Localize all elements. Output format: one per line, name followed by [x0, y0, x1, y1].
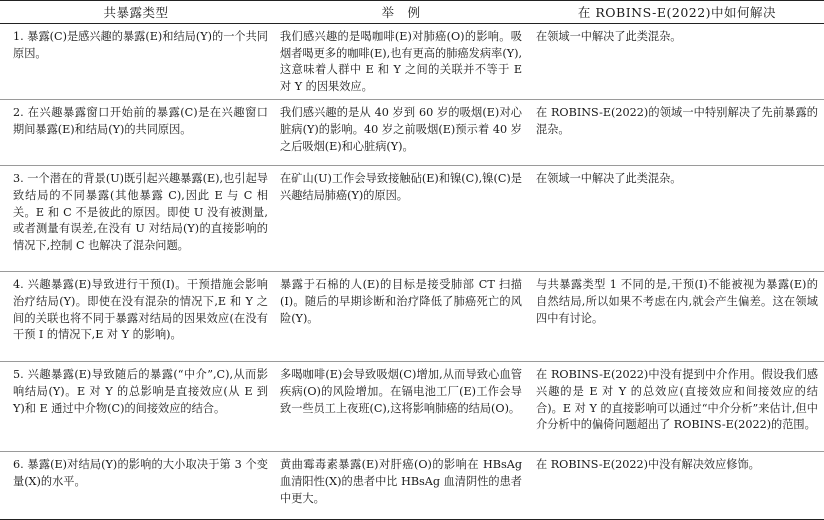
table-row: [0, 452, 824, 520]
cell-example: 在矿山(U)工作会导致接触砧(E)和镍(C),镍(C)是兴趣结局肺癌(Y)的原因。: [272, 166, 530, 272]
cell-example: 多喝咖啡(E)会导致吸烟(C)增加,从而导致心血管疾病(O)的风险增加。在镉电池工厂(E)工作会导致一些员工上夜班(C),这将影响肺癌的结局(O)。: [272, 362, 530, 452]
cell-solution: 在领域一中解决了此类混杂。: [530, 166, 824, 272]
cell-example: 我们感兴趣的是从 40 岁到 60 岁的吸烟(E)对心脏病(Y)的影响。40 岁之前吸烟(E)预示着 40 岁之后吸烟(E)和心脏病(Y)。: [272, 100, 530, 166]
cell-example: 我们感兴趣的是喝咖啡(E)对肺癌(O)的影响。吸烟者喝更多的咖啡(E),也有更高的肺癌发病率(Y),这意味着人群中 E 和 Y 之间的关联并不等于 E 对 Y 的因果效应。: [280, 30, 522, 93]
cell-co-exposure-type: 1. 暴露(C)是感兴趣的暴露(E)和结局(Y)的一个共同原因。: [13, 30, 268, 60]
cell-solution: 在 ROBINS-E(2022)的领域一中特别解决了先前暴露的混杂。: [530, 100, 824, 166]
table-header: [0, 1, 824, 24]
header-row: [0, 1, 824, 24]
cell-solution: 在 ROBINS-E(2022)中没有提到中介作用。假设我们感兴趣的是 E 对 Y 的总效应(直接效应和间接效应的结合)。E 对 Y 的直接影响可以通过“中介分析”来估计,但中介分析中的偏倚问题超出了 ROBINS-E(2022)的范围。: [530, 362, 824, 452]
table-row: [0, 100, 824, 166]
table-body: [0, 24, 824, 520]
header-example: 举 例: [272, 1, 530, 24]
cell-co-exposure-type: 4. 兴趣暴露(E)导致进行干预(I)。干预措施会影响治疗结局(Y)。即使在没有混杂的情况下,E 和 Y 之间的关联也将不同于暴露对结局的因果效应(在没有干预 I 的情况下,E 对 Y 的影响)。: [0, 272, 272, 362]
cell-co-exposure-type: 2. 在兴趣暴露窗口开始前的暴露(C)是在兴趣窗口期间暴露(E)和结局(Y)的共同原因。: [0, 100, 272, 166]
cell-co-exposure-type: 6. 暴露(E)对结局(Y)的影响的大小取决于第 3 个变量(X)的水平。: [0, 452, 272, 520]
header-robins-e-solution: 在 ROBINS-E(2022)中如何解决: [530, 1, 824, 24]
cell-example: 黄曲霉毒素暴露(E)对肝癌(O)的影响在 HBsAg 血清阳性(X)的患者中比 HBsAg 血清阴性的患者中更大。: [272, 452, 530, 520]
cell-solution: 在领域一中解决了此类混杂。: [536, 30, 682, 43]
header-co-exposure-type: 共暴露类型: [0, 1, 272, 24]
cell-example: 暴露于石棉的人(E)的目标是接受肺部 CT 扫描(I)。随后的早期诊断和治疗降低了肺癌死亡的风险(Y)。: [272, 272, 530, 362]
cell-solution: 与共暴露类型 1 不同的是,干预(I)不能被视为暴露(E)的自然结局,所以如果不考虑在内,就会产生偏差。这在领域四中有讨论。: [530, 272, 824, 362]
table-row: [0, 362, 824, 452]
cell-co-exposure-type: 3. 一个潜在的背景(U)既引起兴趣暴露(E),也引起导致结局的不同暴露(其他暴露 C),因此 E 与 C 相关。E 和 C 不是彼此的原因。即使 U 没有被测量,或者测量有误差,在没有 U 对结局(Y)的直接影响的情况下,控制 C 也解决了混杂问题。: [0, 166, 272, 272]
table-row: [0, 24, 824, 100]
cell-co-exposure-type: 5. 兴趣暴露(E)导致随后的暴露(“中介”,C),从而影响结局(Y)。E 对 Y 的总影响是直接效应(从 E 到 Y)和 E 通过中介物(C)的间接效应的结合。: [0, 362, 272, 452]
cell-solution: 在 ROBINS-E(2022)中没有解决效应修饰。: [530, 452, 824, 520]
table-row: [0, 166, 824, 272]
table-row: [0, 272, 824, 362]
